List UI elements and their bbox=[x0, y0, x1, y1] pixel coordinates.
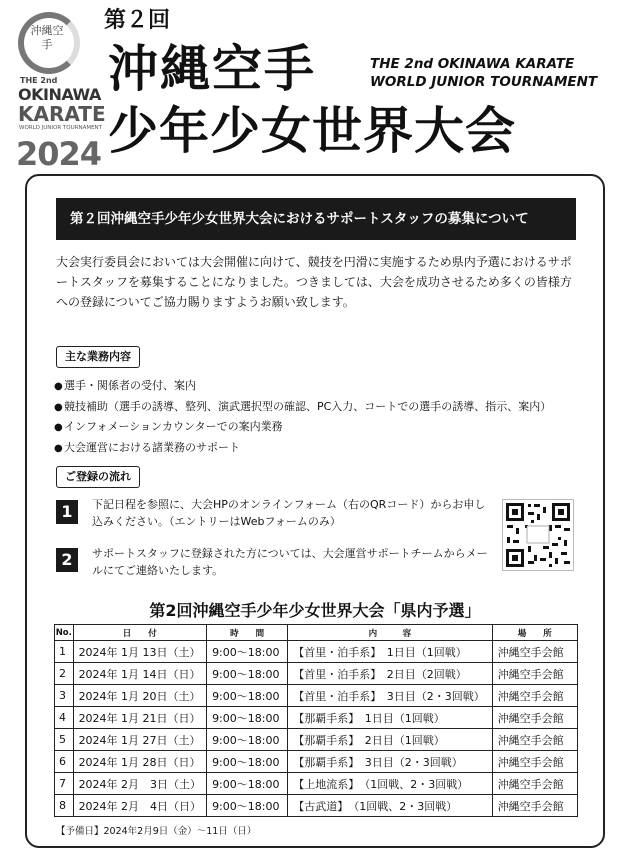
col-header-content: 内 容 bbox=[288, 625, 492, 641]
table-row: 4 2024年 1月 21日（日） 9:00～18:00 【那覇手系】 1日目（1回戦） 沖縄空手会館 bbox=[55, 707, 578, 729]
list-item: ●選手・関係者の受付、案内 bbox=[54, 376, 551, 397]
schedule-title: 第2回沖縄空手少年少女世界大会「県内予選」 bbox=[149, 601, 481, 620]
list-item: ●インフォメーションカウンターでの案内業務 bbox=[54, 417, 551, 438]
page-title-line2: 少年少女世界大会 bbox=[108, 102, 516, 160]
duties-heading: 主な業務内容 bbox=[56, 346, 140, 368]
bullet-icon: ● bbox=[54, 381, 63, 392]
english-title-line1: THE 2nd OKINAWA KARATE bbox=[370, 56, 575, 72]
duties-list bbox=[54, 376, 551, 458]
table-row: 3 2024年 1月 20日（土） 9:00～18:00 【首里・泊手系】 3日目（2・3回戦） 沖縄空手会館 bbox=[55, 685, 578, 707]
step-2-number: 2 bbox=[56, 548, 78, 572]
logo-subtitle: WORLD JUNIOR TOURNAMENT bbox=[19, 125, 103, 131]
table-row: 1 2024年 1月 13日（土） 9:00～18:00 【首里・泊手系】 1日目（1回戦） 沖縄空手会館 bbox=[55, 641, 578, 663]
step-1-text: 下記日程を参照に、大会HPのオンラインフォーム（右のQRコード）からお申し込みください。（エントリーはWebフォームのみ） bbox=[92, 498, 486, 528]
col-header-time: 時 間 bbox=[207, 625, 288, 641]
edition-label: 第２回 bbox=[104, 8, 171, 33]
reserve-days-note: 【予備日】2024年2月9日（金）～11日（日） bbox=[56, 826, 257, 837]
list-item: ●競技補助（選手の誘導、整列、演武選択型の確認、PC入力、コートでの選手の誘導、指示、案内） bbox=[54, 397, 551, 418]
step-2-text: サポートスタッフに登録された方については、大会運営サポートチームからメールにてご連絡いたします。 bbox=[92, 547, 488, 577]
bullet-icon: ● bbox=[54, 401, 63, 413]
schedule-table bbox=[54, 624, 578, 817]
logo-edition: THE 2nd bbox=[20, 76, 58, 85]
table-row: 7 2024年 2月 3日（土） 9:00～18:00 【上地流系】 （1回戦、2・3回戦） 沖縄空手会館 bbox=[55, 773, 578, 795]
col-header-date: 日 付 bbox=[73, 625, 207, 641]
bullet-icon: ● bbox=[54, 422, 63, 433]
table-header-row bbox=[55, 625, 578, 641]
logo-year: 2024 bbox=[16, 135, 102, 173]
col-header-venue: 場 所 bbox=[492, 625, 577, 641]
english-title-line2: WORLD JUNIOR TOURNAMENT bbox=[370, 74, 598, 90]
table-row: 2 2024年 1月 14日（日） 9:00～18:00 【首里・泊手系】 2日目（2回戦） 沖縄空手会館 bbox=[55, 663, 578, 685]
col-header-no: No. bbox=[55, 625, 74, 641]
qr-code-icon[interactable] bbox=[502, 499, 574, 571]
intro-paragraph: 大会実行委員会においては大会開催に向けて、競技を円滑に実施するため県内予選におけるサポートスタッフを募集することになりました。つきましては、大会を成功させるため多くの皆様方への登録についてご協力賜りますようお願い致します。 bbox=[56, 255, 572, 309]
step-1-number: 1 bbox=[56, 500, 78, 524]
registration-heading: ご登録の流れ bbox=[56, 466, 140, 488]
logo-circle-text: 沖縄空手 bbox=[30, 24, 64, 51]
recruitment-banner: 第２回沖縄空手少年少女世界大会におけるサポートスタッフの募集について bbox=[56, 198, 576, 240]
tournament-logo bbox=[14, 12, 106, 173]
list-item: ●大会運営における諸業務のサポート bbox=[54, 438, 551, 459]
logo-okinawa: OKINAWA bbox=[18, 85, 101, 104]
table-row: 5 2024年 1月 27日（土） 9:00～18:00 【那覇手系】 2日目（1回戦） 沖縄空手会館 bbox=[55, 729, 578, 751]
table-row: 6 2024年 1月 28日（日） 9:00～18:00 【那覇手系】 3日目（2・3回戦） 沖縄空手会館 bbox=[55, 751, 578, 773]
table-row: 8 2024年 2月 4日（日） 9:00～18:00 【古武道】 （1回戦、2・3回戦） 沖縄空手会館 bbox=[55, 795, 578, 817]
bullet-icon: ● bbox=[54, 442, 63, 454]
logo-karate: KARATE bbox=[18, 102, 106, 126]
page-title-line1: 沖縄空手 bbox=[108, 40, 316, 98]
